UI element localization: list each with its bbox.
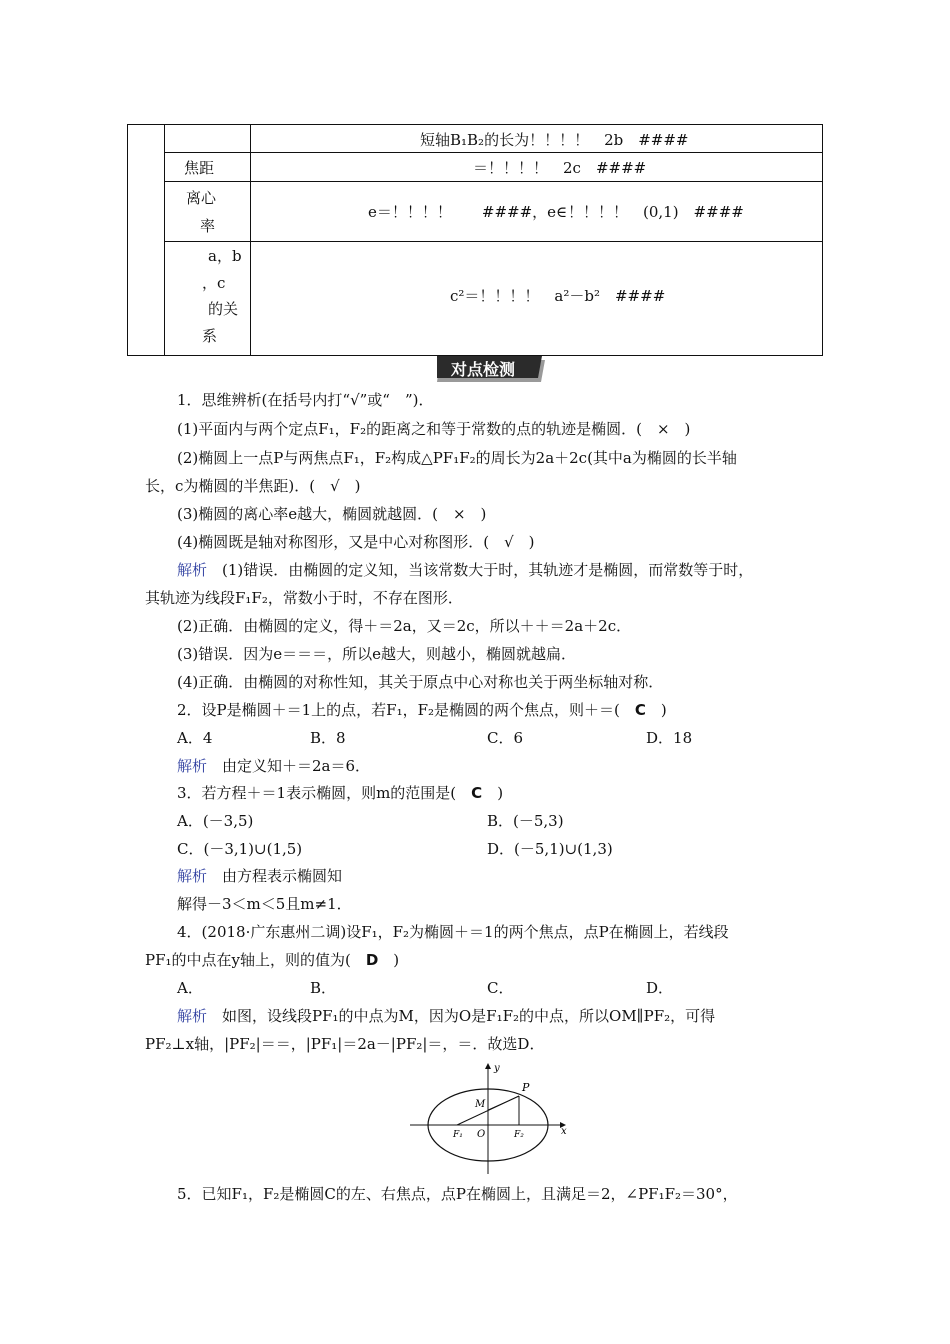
q2-option-a: A．4	[177, 729, 213, 747]
solution-3b: 解得－3＜m＜5且m≠1．	[177, 895, 352, 913]
solution-text: (1)错误．由椭圆的定义知，当该常数大于时，其轨迹才是椭圆，而常数等于时，	[207, 561, 754, 579]
answer-choice: C	[471, 784, 483, 802]
eccentricity-label-a: 离心	[186, 189, 217, 207]
solution-label: 解析	[177, 561, 208, 579]
solution-3a	[177, 866, 342, 886]
solution-4a	[177, 1006, 715, 1026]
question-1-item-2a: (2)椭圆上一点P与两焦点F₁，F₂构成△PF₁F₂的周长为2a＋2c(其中a为椭圆的长半轴	[177, 449, 737, 467]
question-1-item-1: (1)平面内与两个定点F₁，F₂的距离之和等于常数的点的轨迹是椭圆．( × )	[177, 420, 691, 438]
relation-label-1: a，b	[208, 247, 242, 265]
q2-option-c: C．6	[487, 729, 524, 747]
question-1: 1．思维辨析(在括号内打“√”或“ ”)．	[177, 391, 434, 409]
question-1-item-4: (4)椭圆既是轴对称图形，又是中心对称图形．( √ )	[177, 533, 535, 551]
solution-1a	[177, 560, 753, 580]
solution-1b: 其轨迹为线段F₁F₂，常数小于时，不存在图形．	[145, 589, 463, 607]
label-m: M	[475, 1099, 486, 1110]
section-banner	[437, 356, 545, 382]
table-rule	[164, 241, 822, 242]
table-divider	[250, 125, 251, 355]
question-4a: 4．(2018·广东惠州二调)设F₁，F₂为椭圆＋＝1的两个焦点，点P在椭圆上，若线段	[177, 923, 729, 941]
focal-distance-label: 焦距	[184, 159, 215, 177]
minor-axis-cell: 短轴B₁B₂的长为！！！！ 2b ####	[420, 131, 689, 149]
question-5: 5．已知F₁，F₂是椭圆C的左、右焦点，点P在椭圆上，且满足＝2，∠PF₁F₂＝30°，	[177, 1185, 738, 1203]
question-4-text: PF₁的中点在y轴上，则的值为(	[145, 951, 366, 969]
eccentricity-cell-a: e＝！！！！ ####，e∈	[368, 203, 568, 221]
relation-label-3: 的关	[208, 300, 239, 318]
solution-text: 由定义知＋＝2a＝6．	[207, 757, 371, 775]
q2-option-b: B．8	[310, 729, 346, 747]
solution-label: 解析	[177, 757, 208, 775]
q4-option-a: A．	[177, 979, 203, 997]
answer-choice: D	[365, 951, 379, 969]
table-divider	[164, 125, 165, 355]
label-f1: F₁	[453, 1130, 463, 1140]
relation-cell: c²＝！！！！ a²－b² ####	[450, 287, 666, 305]
solution-1-2: (2)正确．由椭圆的定义，得＋＝2a，又＝2c，所以＋＋＝2a＋2c．	[177, 617, 632, 635]
q4-option-c: C．	[487, 979, 514, 997]
q4-option-b: B．	[310, 979, 337, 997]
banner-title: 对点检测	[451, 360, 516, 379]
solution-label: 解析	[177, 1007, 208, 1025]
q3-option-a: A．(－3,5)	[177, 812, 254, 830]
label-x: x	[561, 1126, 567, 1137]
ellipse-properties-table	[127, 124, 823, 356]
question-2: 2．设P是椭圆＋＝1上的点，若F₁，F₂是椭圆的两个焦点，则＋＝( C )	[177, 701, 667, 719]
question-4b: PF₁的中点在y轴上，则的值为( D )	[145, 951, 400, 969]
question-3-text: 3．若方程＋＝1表示椭圆，则m的范围是(	[177, 784, 472, 802]
solution-1-4: (4)正确．由椭圆的对称性知，其关于原点中心对称也关于两坐标轴对称．	[177, 673, 664, 691]
q4-option-d: D．	[646, 979, 674, 997]
label-p: P	[522, 1081, 530, 1094]
eccentricity-cell-b: ！！！！ (0,1) ####	[568, 203, 744, 221]
question-1-item-3: (3)椭圆的离心率e越大，椭圆就越圆．( × )	[177, 505, 487, 523]
relation-label-4: 系	[202, 327, 218, 345]
label-y: y	[494, 1063, 500, 1074]
relation-label-2: ，c	[202, 274, 226, 292]
table-rule	[164, 181, 822, 182]
question-3: 3．若方程＋＝1表示椭圆，则m的范围是( C )	[177, 784, 504, 802]
question-1-item-2b: 长，c为椭圆的半焦距)．( √ )	[145, 477, 361, 495]
eccentricity-label-b: 率	[200, 217, 216, 235]
ellipse-figure	[405, 1058, 575, 1178]
q3-option-d: D．(－5,1)∪(1,3)	[487, 840, 613, 858]
question-2-text: 2．设P是椭圆＋＝1上的点，若F₁，F₂是椭圆的两个焦点，则＋＝(	[177, 701, 635, 719]
label-o: O	[477, 1129, 486, 1140]
solution-label: 解析	[177, 867, 208, 885]
focal-distance-cell: ＝！！！！ 2c ####	[473, 159, 647, 177]
segment-om	[488, 1096, 519, 1110]
answer-choice: C	[634, 701, 646, 719]
label-f2: F₂	[514, 1130, 524, 1140]
solution-1-3: (3)错误．因为e＝＝＝，所以e越大，则越小，椭圆就越扁．	[177, 645, 577, 663]
solution-text: 由方程表示椭圆知	[207, 867, 343, 885]
q3-option-b: B．(－5,3)	[487, 812, 564, 830]
table-rule	[164, 152, 822, 153]
q3-option-c: C．(－3,1)∪(1,5)	[177, 840, 303, 858]
solution-4b: PF₂⊥x轴，|PF₂|＝＝，|PF₁|＝2a－|PF₂|＝，＝．故选D．	[145, 1035, 545, 1053]
q2-option-d: D．18	[646, 729, 693, 747]
solution-text: 如图，设线段PF₁的中点为M，因为O是F₁F₂的中点，所以OM∥PF₂，可得	[207, 1007, 716, 1025]
solution-2	[177, 756, 370, 776]
